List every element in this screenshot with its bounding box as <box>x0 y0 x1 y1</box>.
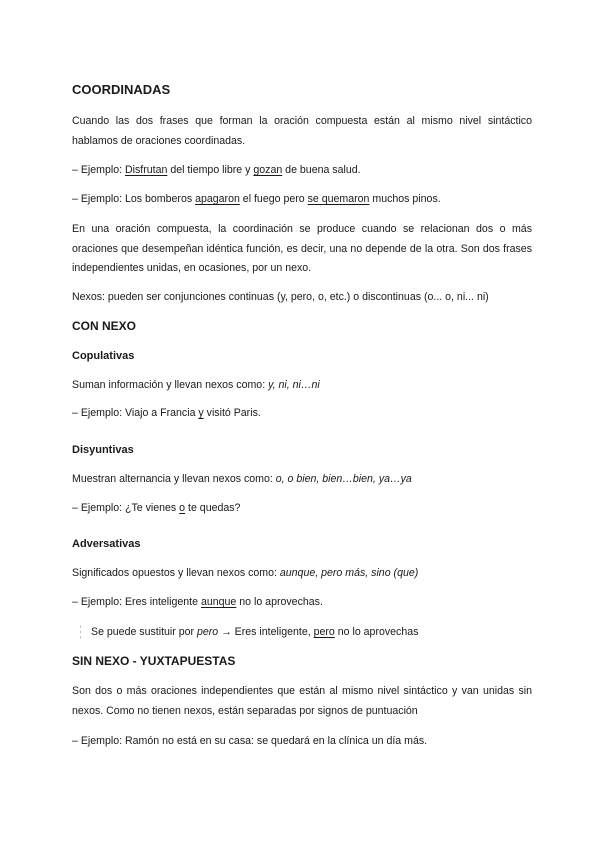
text-run: – Ejemplo: Los bomberos <box>72 193 196 205</box>
subsection-heading <box>72 441 532 461</box>
text-run: – Ejemplo: Viajo a Francia <box>72 407 199 419</box>
text-run: no lo aprovechas. <box>236 596 323 608</box>
text-run: te quedas? <box>185 502 241 514</box>
text-run: Cuando las dos frases que forman la oración compuesta están al mismo nivel sintáctico hablamos de oraciones coordinadas. <box>72 115 532 147</box>
paragraph <box>72 470 532 490</box>
text-run: CON NEXO <box>72 319 137 333</box>
underlined-text: apagaron <box>195 193 240 205</box>
text-run: – Ejemplo: ¿Te vienes <box>72 502 180 514</box>
text-run: Son dos o más oraciones independientes que están al mismo nivel sintáctico y van unidas sin nexos. Como no tienen nexos, están separadas por signos de puntuación <box>72 685 532 717</box>
paragraph <box>72 404 532 424</box>
section-title <box>72 80 532 100</box>
paragraph <box>72 288 532 308</box>
section-heading <box>72 652 532 672</box>
underlined-text: o <box>179 502 186 514</box>
paragraph <box>72 732 532 752</box>
text-run: Significados opuestos y llevan nexos como: <box>72 567 280 579</box>
text-run: Copulativas <box>72 350 135 362</box>
italic-text: o, o bien, bien…bien, ya…ya <box>275 473 412 485</box>
italic-text: aunque, pero más, sino (que) <box>279 567 419 579</box>
text-run: Se puede sustituir por <box>91 626 197 638</box>
paragraph <box>72 112 532 151</box>
paragraph <box>72 499 532 519</box>
text-run: visitó Paris. <box>203 407 261 419</box>
subsection-heading <box>72 347 532 367</box>
italic-text: y, ni, ni…ni <box>268 379 320 391</box>
underlined-text: se quemaron <box>307 193 370 205</box>
paragraph <box>72 376 532 396</box>
text-run: muchos pinos. <box>369 193 441 205</box>
text-run: Nexos: pueden ser conjunciones continuas (y, pero, o, etc.) o discontinuas (o... o, ni... ni) <box>72 291 489 303</box>
text-run: de buena salud. <box>282 164 361 176</box>
text-run: Suman información y llevan nexos como: <box>72 379 269 391</box>
paragraph <box>72 564 532 584</box>
subsection-heading <box>72 535 532 555</box>
paragraph <box>72 593 532 613</box>
underlined-text: y <box>198 407 204 419</box>
text-run: – Ejemplo: <box>72 164 125 176</box>
paragraph <box>72 220 532 279</box>
text-run: → Eres inteligente, <box>218 626 314 638</box>
paragraph <box>72 190 532 210</box>
paragraph <box>72 682 532 721</box>
underlined-text: Disfrutan <box>125 164 168 176</box>
text-run: Disyuntivas <box>72 444 134 456</box>
section-heading <box>72 317 532 337</box>
text-run: el fuego pero <box>239 193 308 205</box>
text-run: Muestran alternancia y llevan nexos como: <box>72 473 276 485</box>
underlined-text: gozan <box>253 164 283 176</box>
text-run: no lo aprovechas <box>334 626 419 638</box>
text-run: Adversativas <box>72 538 141 550</box>
text-run: SIN NEXO - YUXTAPUESTAS <box>72 654 236 668</box>
text-run: COORDINADAS <box>72 82 171 97</box>
text-run: del tiempo libre y <box>167 164 254 176</box>
note-quote <box>80 625 551 639</box>
text-run: En una oración compuesta, la coordinación se produce cuando se relacionan dos o más oraciones que desempeñan idéntica función, es decir, una no depende de la otra. Son dos frases independientes unidas, en ocasiones, por un nexo. <box>72 223 532 274</box>
paragraph <box>72 161 532 181</box>
italic-text: pero <box>197 626 219 638</box>
text-run: – Ejemplo: Eres inteligente <box>72 596 201 608</box>
underlined-text: pero <box>313 626 335 638</box>
underlined-text: aunque <box>200 596 237 608</box>
text-run: – Ejemplo: Ramón no está en su casa: se quedará en la clínica un día más. <box>72 735 428 747</box>
